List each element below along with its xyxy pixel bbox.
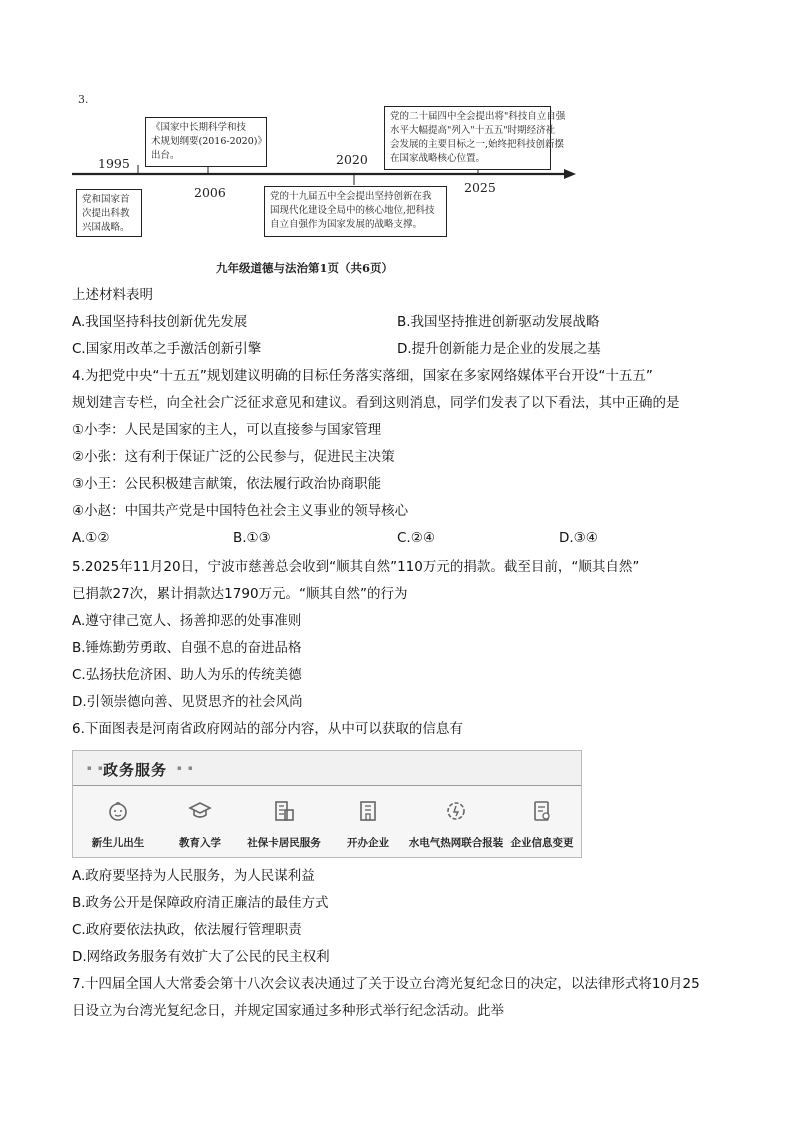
q7-stem-line1: 7.十四届全国人大常委会第十八次会议表决通过了关于设立台湾光复纪念日的决定，以法律形式将10月25 bbox=[72, 976, 700, 992]
q4-option-a[interactable]: A.①② bbox=[72, 530, 110, 546]
q6-option-a[interactable]: A.政府要坚持为人民服务，为人民谋利益 bbox=[72, 868, 315, 884]
q5-option-c[interactable]: C.弘扬扶危济困、助人为乐的传统美德 bbox=[72, 667, 302, 683]
timeline-year-2025: 2025 bbox=[464, 180, 496, 195]
q6-stem: 6.下面图表是河南省政府网站的部分内容，从中可以获取的信息有 bbox=[72, 721, 463, 737]
page-footer-label: 九年级道德与法治第1页（共6页） bbox=[216, 261, 394, 275]
q4-statement-4: ④小赵：中国共产党是中国特色社会主义事业的领导核心 bbox=[72, 503, 409, 519]
graduation-cap-icon bbox=[188, 799, 212, 823]
service-label: 水电气热网联合报装 bbox=[408, 837, 504, 849]
q6-option-d[interactable]: D.网络政务服务有效扩大了公民的民主权利 bbox=[72, 949, 330, 965]
service-enterprise-info-change[interactable] bbox=[501, 791, 583, 855]
timeline-year-2020: 2020 bbox=[336, 152, 368, 167]
q4-option-d[interactable]: D.③④ bbox=[559, 530, 598, 546]
q5-stem-line1: 5.2025年11月20日，宁波市慈善总会收到“顺其自然”110万元的捐款。截至目前，“顺其自然” bbox=[72, 559, 640, 575]
q3-number: 3. bbox=[78, 93, 89, 106]
service-label: 开办企业 bbox=[347, 837, 389, 849]
q4-stem-line1: 4.为把党中央“十五五”规划建议明确的目标任务落实落细，国家在多家网络媒体平台开设“十五五” bbox=[72, 368, 653, 384]
service-label: 新生儿出生 bbox=[91, 837, 145, 849]
timeline-year-2006: 2006 bbox=[194, 185, 226, 200]
timeline-box-1995: 党和国家首 次提出科教 兴国战略。 bbox=[76, 189, 142, 237]
timeline-box-2006: 《国家中长期科学和技 术规划纲要(2016-2020)》 出台。 bbox=[145, 117, 267, 167]
q4-statement-3: ③小王：公民积极建言献策，依法履行政治协商职能 bbox=[72, 476, 382, 492]
q4-statement-1: ①小李：人民是国家的主人，可以直接参与国家管理 bbox=[72, 422, 382, 438]
q4-option-b[interactable]: B.①③ bbox=[233, 530, 271, 546]
q6-option-c[interactable]: C.政府要依法执政，依法履行管理职责 bbox=[72, 922, 302, 938]
gov-services-panel bbox=[72, 750, 582, 858]
q4-option-c[interactable]: C.②④ bbox=[397, 530, 435, 546]
gov-services-title: 政务服务 bbox=[103, 761, 168, 779]
timeline-year-1995: 1995 bbox=[98, 156, 130, 171]
service-label: 企业信息变更 bbox=[510, 837, 574, 849]
gov-services-header bbox=[73, 751, 581, 786]
q3-option-c[interactable]: C.国家用改革之手激活创新引擎 bbox=[72, 341, 262, 357]
building-card-icon bbox=[272, 799, 296, 823]
q5-option-d[interactable]: D.引领崇德向善、见贤思齐的社会风尚 bbox=[72, 694, 303, 710]
utilities-gear-icon bbox=[444, 799, 468, 823]
q3-option-a[interactable]: A.我国坚持科技创新优先发展 bbox=[72, 314, 248, 330]
decor-dots: ▪ ▪ bbox=[87, 764, 105, 772]
q3-option-b[interactable]: B.我国坚持推进创新驱动发展战略 bbox=[397, 314, 600, 330]
q6-option-b[interactable]: B.政务公开是保障政府清正廉洁的最佳方式 bbox=[72, 895, 329, 911]
document-edit-icon bbox=[530, 799, 554, 823]
q5-option-b[interactable]: B.锤炼勤劳勇敢、自强不息的奋进品格 bbox=[72, 640, 302, 656]
timeline-box-2025: 党的二十届四中全会提出将"科技自立自强 水平大幅提高"列入"十五五"时期经济社 会发展的主要目标之一,始终把科技创新摆 在国家战略核心位置。 bbox=[384, 106, 551, 170]
service-label: 社保卡居民服务 bbox=[247, 837, 321, 849]
baby-icon bbox=[106, 799, 130, 823]
office-building-icon bbox=[356, 799, 380, 823]
q4-statement-2: ②小张：这有利于保证广泛的公民参与，促进民主决策 bbox=[72, 449, 395, 465]
decor-dots: ▪ ▪ bbox=[177, 764, 195, 772]
q5-stem-line2: 已捐款27次，累计捐款达1790万元。“顺其自然”的行为 bbox=[72, 586, 408, 602]
q3-stem: 上述材料表明 bbox=[72, 287, 153, 303]
q7-stem-line2: 日设立为台湾光复纪念日，并规定国家通过多种形式举行纪念活动。此举 bbox=[72, 1003, 504, 1019]
q4-stem-line2: 规划建言专栏，向全社会广泛征求意见和建议。看到这则消息，同学们发表了以下看法，其中正确的是 bbox=[72, 395, 680, 411]
q5-option-a[interactable]: A.遵守律己宽人、扬善抑恶的处事准则 bbox=[72, 613, 302, 629]
q3-option-d[interactable]: D.提升创新能力是企业的发展之基 bbox=[397, 341, 601, 357]
timeline-box-2020: 党的十九届五中全会提出坚持创新在我 国现代化建设全局中的核心地位,把科技 自立自强作为国家发展的战略支撑。 bbox=[264, 186, 447, 237]
service-label: 教育入学 bbox=[179, 837, 221, 849]
